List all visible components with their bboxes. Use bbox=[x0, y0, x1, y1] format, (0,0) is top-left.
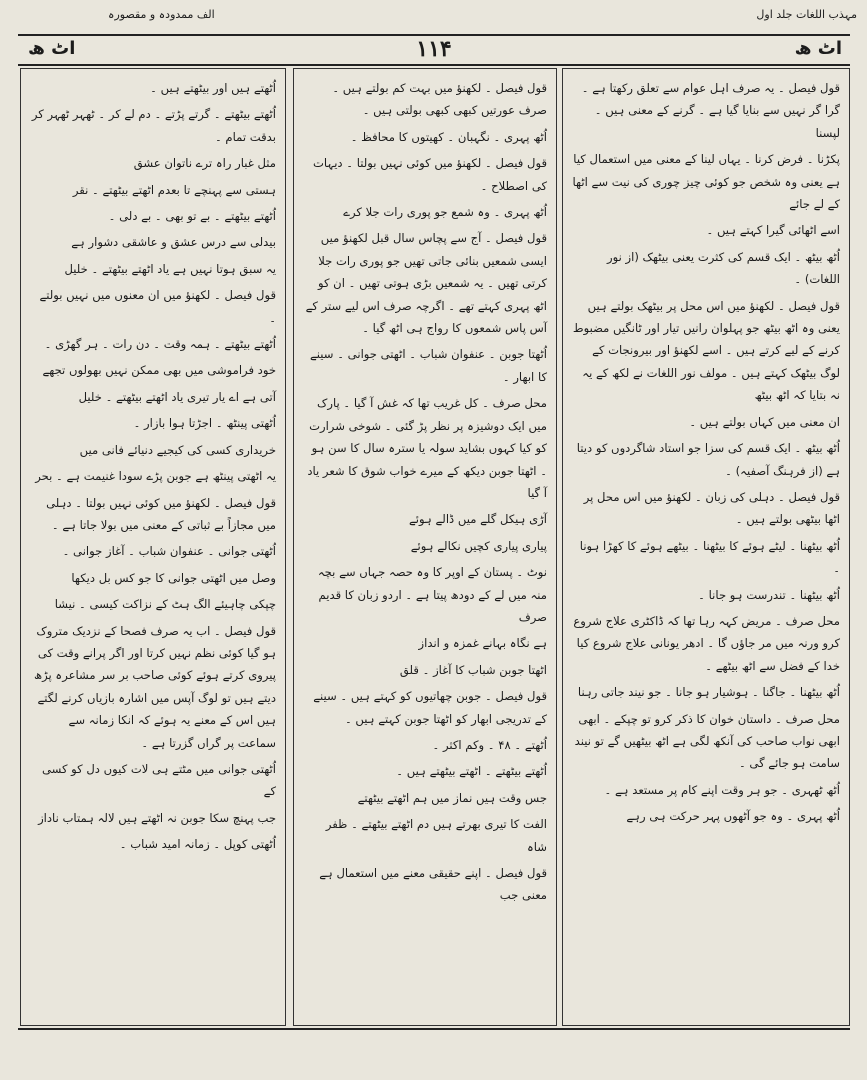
entry: خریداری کسی کی کیجیے دنیائے فانی میں bbox=[79, 442, 276, 457]
entry: محل صرف ۔ کل غریب تھا کہ غش آ گیا ۔ پارک میں ایک دوشیزہ پر نظر پڑ گئی ۔ شوخی شرارت کو کیا کہوں بشاید سولہ یا سترہ سال کا سن ہو ۔ اٹھتا جوبن دیکھ کے میرے خواب شوق کا شعر یاد آ گیا bbox=[307, 396, 547, 500]
entry: ہستی سے پہنچے تا بعدم اٹھتے بیٹھتے ۔ نقر bbox=[72, 182, 276, 197]
entry: بیدلی سے درس عشق و عاشقی دشوار ہے bbox=[71, 235, 276, 250]
entry: پکڑنا ۔ فرض کرنا ۔ یہاں لینا کے معنی میں استعمال کیا ہے یعنی وہ شخص جو کوئی چیز چوری کی نیت سے اٹھا کے لے جائے bbox=[572, 152, 840, 212]
entry: اُٹھ بیٹھ ۔ ایک قسم کی سزا جو استاد شاگردوں کو دیتا ہے (از فرہنگ آصفیہ) ۔ bbox=[576, 441, 840, 478]
entry: قول فیصل ۔ لکھنؤ میں بہت کم بولتے ہیں ۔ صرف عورتیں کبھی کبھی بولتی ہیں ۔ bbox=[332, 81, 547, 118]
entry: جس وقت ہیں نماز میں ہم اٹھتے بیٹھتے bbox=[357, 790, 547, 805]
entry: چپکی چاہیئے الگ ہٹ کے نزاکت کیسی ۔ نیشا bbox=[54, 597, 276, 612]
entry: محل صرف ۔ مریض کہہ رہا تھا کہ ڈاکٹری علاج شروع کرو ورنہ میں مر جاؤں گا ۔ ادھر یونانی علاج شروع کیا خدا کے فضل سے اٹھ بیٹھے ۔ bbox=[573, 613, 840, 673]
running-header-section: الف ممدودہ و مقصورہ bbox=[108, 8, 215, 21]
entry: آڑی ہیکل گلے میں ڈالے ہوئے bbox=[409, 512, 547, 527]
entry: اُٹھ بیٹھ ۔ ایک قسم کی کثرت یعنی بیٹھک (از نور اللغات) ۔ bbox=[607, 249, 840, 287]
entry: قول فیصل ۔ اپنے حقیقی معنے میں استعمال ہے معنی جب bbox=[319, 866, 547, 903]
entry: اُٹھتی کوپل ۔ زمانہ امید شباب ۔ bbox=[119, 837, 276, 852]
column-left bbox=[20, 68, 286, 1026]
entry: اُٹھ بیٹھنا ۔ تندرست ہو جانا ۔ bbox=[698, 587, 840, 602]
entry: اُٹھ پہری ۔ وہ جو آٹھوں پہر حرکت ہی رہے bbox=[626, 809, 840, 824]
entry: ان معنی میں کہاں بولتے ہیں ۔ bbox=[689, 414, 840, 429]
entry: اسے اٹھائی گیرا کہتے ہیں ۔ bbox=[706, 223, 840, 238]
entry: اُٹھتا جوبن ۔ عنفوان شباب ۔ اٹھتی جوانی ۔ سینے کا ابھار ۔ bbox=[310, 347, 547, 384]
entry: اُٹھتے ہیں اور بیٹھتے ہیں ۔ bbox=[150, 81, 276, 95]
entry: یہ اٹھتی پینٹھ ہے جوبن پڑے سودا غنیمت ہے ۔ بحر bbox=[35, 469, 276, 484]
entry: اُٹھتے بیٹھتے ۔ گرتے پڑتے ۔ دم لے کر ۔ ٹھہر ٹھہر کر بدقت تمام ۔ bbox=[31, 107, 276, 144]
entry: خود فراموشی میں بھی ممکن نہیں بھولوں تجھے bbox=[42, 363, 276, 378]
entry: وصل میں اٹھتی جوانی کا جو کس بل دیکھا bbox=[71, 570, 276, 585]
entry: قول فیصل ۔ لکھنؤ میں کوئی نہیں بولتا ۔ دہلی میں مجازاً بے ثباتی کے معنی میں بولا جاتا ہے ۔ bbox=[46, 495, 276, 532]
entry: اُٹھتی جوانی میں مٹتے ہی لات کیوں دل کو کسی کے bbox=[41, 761, 276, 799]
running-header-title: مہذب اللغات جلد اول bbox=[756, 8, 857, 21]
entry: پیاری پیاری کچیں نکالے ہوئے bbox=[410, 538, 547, 553]
page-number: ۱۱۴ bbox=[416, 36, 452, 62]
entry: یہ سبق ہوتا نہیں ہے یاد اٹھتے بیٹھتے ۔ خلیل bbox=[64, 261, 276, 276]
entry: مثل غبار راہ ترے ناتوان عشق bbox=[133, 156, 276, 171]
bottom-rule bbox=[18, 1028, 850, 1030]
entry: الفت کا تیری بھرتے ہیں دم اٹھتے بیٹھتے ۔ ظفر شاہ bbox=[325, 817, 547, 854]
entry: قول فیصل ۔ دہلی کی زبان ۔ لکھنؤ میں اس محل پر اٹھا بیٹھی بولتے ہیں ۔ bbox=[583, 489, 840, 527]
entry: قول فیصل ۔ جوبن چھاتیوں کو کہتے ہیں ۔ سینے کے تدریجی ابھار کو اٹھتا جوبن کہتے ہیں ۔ bbox=[313, 689, 547, 726]
header-word-left: اٹ ھ bbox=[28, 38, 76, 59]
entry: جب پہنچ سکا جوبن نہ اٹھتے ہیں لالہ ہمتاب ناداز bbox=[38, 810, 276, 825]
entry: اُٹھتے بیٹھتے ۔ ہمہ وقت ۔ دن رات ۔ ہر گھڑی ۔ bbox=[44, 337, 276, 352]
entry: قول فیصل ۔ اب یہ صرف فصحا کے نزدیک متروک ہو گیا کوئی نظم نہیں کرتا اور اگر پرانے وقت کی پیروی کرتے ہوئے کوئی صاحب بر سر مشاعرہ پڑھ دیتے ہیں تو لوگ آپس میں اشارہ بازیاں کرنے لگتے ہیں اس کے معنے یہ ہوئے کہ انکا زمانہ سے سماعت پر گراں گزرتا ہے ۔ bbox=[34, 623, 276, 750]
header-word-right: اٹ ھ bbox=[794, 38, 842, 59]
entry: قول فیصل ۔ یہ صرف اہل عوام سے تعلق رکھتا ہے ۔ گرا گر نہیں سے بنایا گیا ہے ۔ گرنے کے معنی ہیں ۔ لپسنا bbox=[581, 81, 840, 140]
entry: اُٹھتے بیٹھتے ۔ اٹھتے بیٹھتے ہیں ۔ bbox=[396, 764, 547, 779]
entry: قول فیصل ۔ لکھنؤ میں کوئی نہیں بولتا ۔ دیہات کی اصطلاح ۔ bbox=[312, 156, 547, 193]
entry: اُٹھتی پینٹھ ۔ اجڑتا ہوا بازار ۔ bbox=[133, 416, 276, 431]
entry: آتی ہے اے یار تیری یاد اٹھتے بیٹھتے ۔ خلیل bbox=[78, 389, 276, 404]
entry: نوٹ ۔ پستان کے اوپر کا وہ حصہ جہاں سے بچہ منہ میں لے کے دودھ پیتا ہے ۔ اردو زبان کا قدیم صرف bbox=[317, 565, 547, 624]
entry: اُٹھتے ۔ ۴۸ ۔ وکم اکثر ۔ bbox=[432, 737, 547, 752]
entry: محل صرف ۔ داستان خوان کا ذکر کرو تو چپکے ۔ ابھی ابھی نواب صاحب کی آنکھ لگی ہے اٹھ بیٹھیں گے تو نیند سامت ہو جائے گی ۔ bbox=[574, 711, 840, 771]
column-middle bbox=[293, 68, 557, 1026]
entry: اُٹھ پہری ۔ نگہبان ۔ کھیتوں کا محافظ ۔ bbox=[350, 129, 547, 144]
entry: اُٹھ پہری ۔ وہ شمع جو پوری رات جلا کرے bbox=[343, 205, 547, 220]
entry: اُٹھتی جوانی ۔ عنفوان شباب ۔ آغاز جوانی ۔ bbox=[62, 544, 276, 559]
entry: اُٹھ بیٹھنا ۔ جاگنا ۔ ہوشیار ہو جانا ۔ جو نیند جاتی رہنا bbox=[577, 685, 840, 700]
entry: قول فیصل ۔ آج سے پچاس سال قبل لکھنؤ میں ایسی شمعیں بنائی جاتی تھیں جو پوری رات جلا کرتی تھیں ۔ یہ شمعیں بڑی ہوتی تھیں ۔ ان کو اٹھ پہری کہتے تھے ۔ اگرچہ صرف اس لیے ستر کے آس پاس شمعوں کا رواج ہی اٹھ گیا ۔ bbox=[305, 231, 547, 336]
entry: اُٹھتے بیٹھتے ۔ بے تو بھی ۔ بے دلی ۔ bbox=[108, 209, 276, 224]
entry: ہے نگاہ بہانے غمزہ و انداز bbox=[418, 636, 547, 651]
column-right bbox=[562, 68, 850, 1026]
entry: قول فیصل ۔ لکھنؤ میں اس محل پر بیٹھک بولتے ہیں یعنی وہ اٹھ بیٹھ جو پہلوان رانیں تیار اور ٹانگیں مضبوط کرنے کے لیے کرتے ہیں ۔ اسے لکھنؤ اور بیرونجات کے لوگ بیٹھک کہتے ہیں ۔ مولف نور اللغات نے لکھ کے یہ نہ بتایا کہ اٹھ بیٹھ bbox=[572, 298, 840, 403]
entry: اُٹھ ٹھہری ۔ جو ہر وقت اپنے کام پر مستعد ہے ۔ bbox=[604, 782, 840, 797]
entry: اُٹھ بیٹھنا ۔ لیٹے ہوئے کا بیٹھنا ۔ بیٹھے ہوئے کا کھڑا ہونا ۔ bbox=[579, 538, 840, 576]
entry: اٹھتا جوبن شباب کا آغاز ۔ قلق bbox=[399, 662, 547, 677]
entry: قول فیصل ۔ لکھنؤ میں ان معنوں میں نہیں بولتے ۔ bbox=[39, 288, 276, 325]
header-row bbox=[18, 34, 850, 66]
